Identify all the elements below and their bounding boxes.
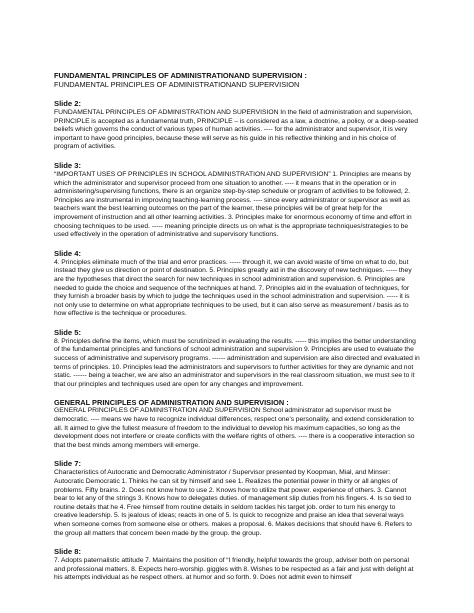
slide-section: [54, 328, 420, 390]
slide-heading: Slide 7:: [54, 459, 82, 469]
slide-section: [54, 547, 420, 583]
slide-text: Characteristics of Autocratic and Democratic Administrator / Supervisor presented by Koopman, Mial, and Minser: Autocratic Democratic 1. Thinks he can sit by himself and see 1. Realizes the potential power in thirty or all angles of problems. Fifty brains. 2. Does not know how to use 2. Knows how to utilize that power. experience of others. 3. Cannot bear to let any of the strings 3. Knows how to delegates duties. of management slip duties from his fingers. 4. Is so tied to routine details that he 4. Free himself from routine details in seldom tackles his target job. order to turn his energy to creative leadership. 5. Is jealous of ideas; reacts in one of 5. Is quick to recognize and praise an idea that several ways when someone comes from someone else or others. makes a proposal. 6. Makes decisions that should have 6. Refers to the group all matters that concern been made by the group. the group.: [54, 469, 412, 537]
slide-section: [54, 99, 420, 152]
slide-heading: Slide 2:: [54, 99, 82, 108]
slide-section: [54, 161, 420, 240]
slide-text: “IMPORTANT USES OF PRINCIPLES IN SCHOOL ADMINISTRATION AND SUPERVISION” 1. Principles are means by which the administrator and supervisor proceed from one situation to another. ---- it means that in the operation or in administering/supervising functions, there is an organize step-by-step schedule or program of activities to be followed, 2. Principles are instrumental in improving teaching-learning process. ---- since every administrator or supervisor as well as teachers want the best learning outcomes on the part of the learner, these principles will be of great help for the improvement of instruction and all other learning activities. 3. Principles make for enormous economy of time and effort in choosing techniques to be used. ----- meaning principle directs us on what is the appropriate techniques/strategies to be used effectively in the operation of administrative and supervisory functions.: [54, 170, 412, 239]
general-principles-heading: GENERAL PRINCIPLES OF ADMINISTRATION AND SUPERVISION :: [54, 398, 289, 408]
slide-text: 7. Adopts paternalistic attitude 7. Maintains the position of “I friendly, helpful towards the group, adviser both on personal and professional matters. 8. Expects hero-worship. giggles with 8. Wishes to be respected as a fair and just with delight at his attempts individual as he respect others. at humor and so forth. 9. Does not admit even to himself: [54, 557, 414, 582]
slide-section: [54, 249, 420, 319]
slide-section: [54, 459, 420, 538]
slide-heading: Slide 3:: [54, 160, 82, 170]
document-subtitle: FUNDAMENTAL PRINCIPLES OF ADMINISTRATIONAND SUPERVISION: [54, 80, 300, 89]
slide-heading: Slide 5:: [54, 327, 82, 337]
document-title: FUNDAMENTAL PRINCIPLES OF ADMINISTRATIONAND SUPERVISION :: [54, 71, 307, 80]
general-principles-section: [54, 398, 420, 450]
slide-heading: Slide 4:: [54, 248, 82, 258]
slide-text: 8. Principles define the items, which must be scrutinized in evaluating the results. ----- this implies the better understanding of the fundamental principles and functions of school administration and supervision 9. Principles are used to evaluate the success of administrative and supervisory programs. ------ administration and supervision are also directed and evaluated in terms of principles. 10. Principles lead the administrators and supervisors to further activities for they are dynamic and not static. ------ being a teacher, we are also an administrator and supervisors in the real classroom situation, we must see to it that our principles and techniques used are open for any changes and improvement.: [54, 337, 420, 388]
slide-heading: Slide 8:: [54, 547, 82, 557]
general-principles-text: GENERAL PRINCIPLES OF ADMINISTRATION AND SUPERVISION School administrator ad supervisor must be democratic. ---- means we have to recognize individual differences, respect one’s personality, and extend consideration to all. It aimed to give the fullest measure of freedom to the individual to develop his maximum capacities, so long as the development does not interfere or create conflicts with the welfare rights of others. ---- there is a cooperative interaction so that the best minds among members will emerge.: [54, 407, 415, 449]
slide-text: 4. Principles eliminate much of the trial and error practices. ----- through it, we can avoid waste of time on what to do, but instead they give us direction or point of destination. 5. Principles greatly aid in the discovery of new techniques. ----- they are the hypotheses that direct the search for new techniques in school administration and supervision. 6. Principles are needed to guide the choice and sequence of the techniques at hand. 7. Principles aid in the evaluation of techniques, for they furnish a broader basis by which to judge the techniques used in the school administration and supervision. ----- it is not only use to determine on what appropriate techniques to be used, but it can also serve as measurement / basis as to how effective is the technique or procedures.: [54, 258, 412, 318]
slide-text: FUNDAMENTAL PRINCIPLES OF ADMINISTRATION AND SUPERVISION In the field of administration and supervision, PRINCIPLE is accepted as a fundamental truth, PRINCIPLE – is considered as a law, a doctrine, a policy, or a deep-seated beliefs which governs the conduct of various types of human activities. ---- for the administrator and supervisor, it is very important to have good principles, because these will serve as his guide in his reflective thinking and in his choice of program of activities.: [54, 109, 418, 151]
